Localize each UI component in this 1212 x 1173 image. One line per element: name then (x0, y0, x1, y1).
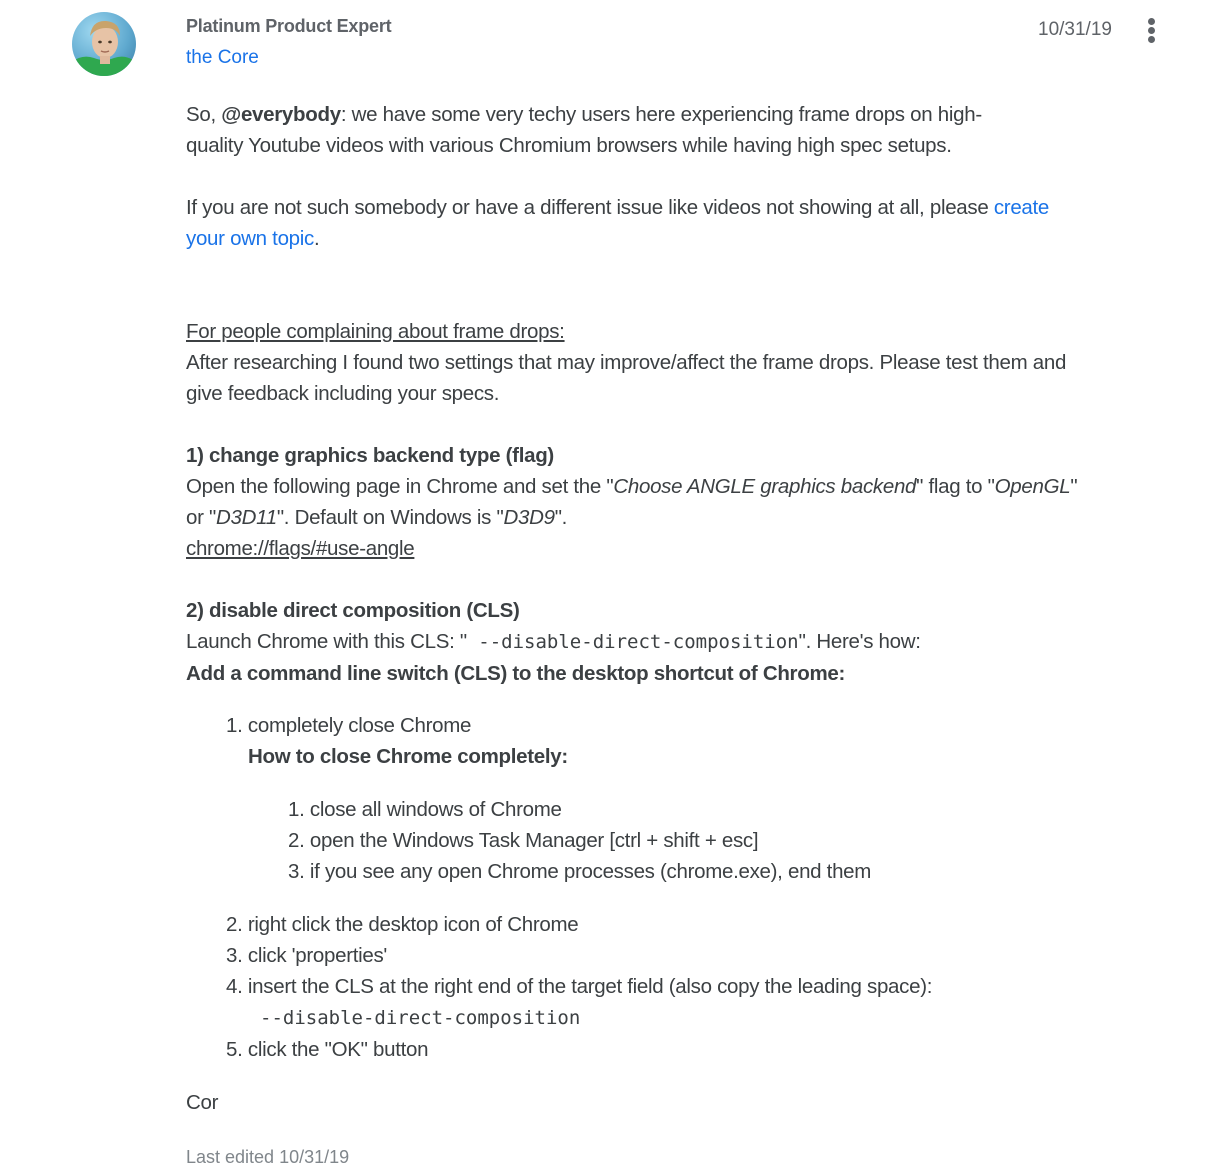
close-steps-list (288, 794, 1176, 887)
step1-title: 1) change graphics backend type (flag) (186, 444, 554, 467)
section-heading: For people complaining about frame drops: (186, 320, 565, 343)
steps-list (226, 710, 1176, 1065)
howto-heading: Add a command line switch (CLS) to the desktop shortcut of Chrome: (186, 662, 846, 685)
more-options-button[interactable] (1138, 14, 1166, 48)
signature: Cor (186, 1091, 219, 1114)
list-item: 2. right click the desktop icon of Chrome (226, 913, 579, 936)
step1-instructions: Open the following page in Chrome and set the "Choose ANGLE graphics backend" flag to "OpenGL" or "D3D11". Default on Windows is "D3D9". (186, 475, 1078, 529)
flags-url (186, 533, 1176, 564)
list-item: 3. if you see any open Chrome processes (chrome.exe), end them (288, 860, 872, 883)
cls-code-block: --disable-direct-composition (260, 1007, 581, 1029)
mention-everybody: @everybody (221, 103, 341, 126)
last-edited-label: Last edited 10/31/19 (186, 1147, 350, 1167)
list-item: 2. open the Windows Task Manager [ctrl + shift + esc] (288, 829, 759, 852)
more-vert-icon-dot (1148, 27, 1155, 34)
author-badge: Platinum Product Expert (186, 16, 392, 36)
create-topic-link[interactable]: create (993, 196, 1050, 219)
more-vert-icon-dot (1148, 36, 1155, 43)
post-date: 10/31/19 (1038, 19, 1112, 40)
other-issue-paragraph: If you are not such somebody or have a different issue like videos not showing at all, please create your own topic. (186, 196, 1050, 250)
post-body (186, 99, 1176, 1118)
intro-paragraph: So, @everybody: we have some very techy users here experiencing frame drops on high- quality Youtube videos with various Chromium browsers while having high spec setups. (186, 103, 982, 157)
more-vert-icon (1148, 18, 1155, 25)
chrome-flags-link[interactable]: chrome://flags/#use-angle (186, 537, 415, 560)
list-item: 1. close all windows of Chrome (288, 798, 562, 821)
close-heading: How to close Chrome completely: (248, 745, 568, 768)
list-item: 1. completely close Chrome How to close Chrome completely: 1. close all windows of Chrome 2. open the Windows Task Manager [ctrl + shift + esc] 3. if you see any open Chrome processes (chrome.exe), end them (226, 710, 1176, 909)
step2-title: 2) disable direct composition (CLS) (186, 599, 520, 622)
author-name-link[interactable]: the Core (186, 47, 259, 68)
step2-instructions: Launch Chrome with this CLS: " --disable-direct-composition". Here's how: (186, 630, 921, 653)
list-item: 4. insert the CLS at the right end of the target field (also copy the leading space): --disable-direct-composition (226, 975, 933, 1029)
cls-inline-code: --disable-direct-composition (466, 631, 799, 653)
author-avatar[interactable] (72, 12, 136, 76)
list-item: 5. click the "OK" button (226, 1038, 429, 1061)
create-topic-link-continued[interactable]: your own topic (186, 227, 314, 250)
user-avatar-photo-icon (72, 12, 136, 76)
research-paragraph: After researching I found two settings that may improve/affect the frame drops. Please test them and give feedback including your specs. (186, 351, 1067, 405)
list-item: 3. click 'properties' (226, 944, 388, 967)
